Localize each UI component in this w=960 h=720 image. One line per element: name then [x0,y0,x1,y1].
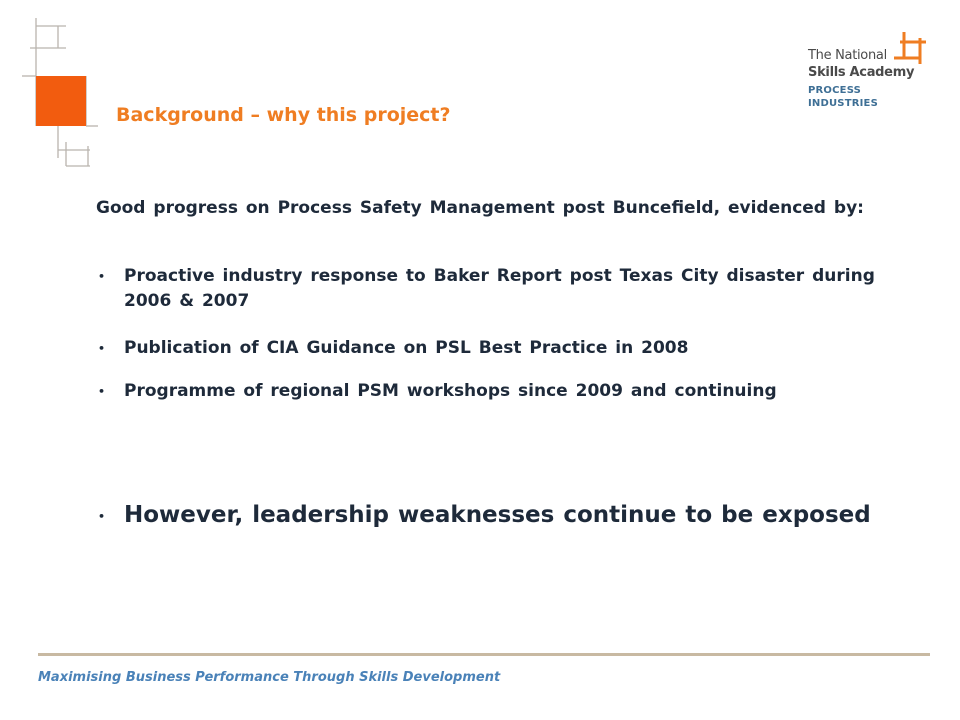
bullet-text: Publication of CIA Guidance on PSL Best Practice in 2008 [124,338,689,358]
bullet-glyph: • [98,385,106,398]
bullet-text: Proactive industry response to Baker Report post Texas City disaster during 2006 & 2007 [124,266,875,311]
highlight-text: However, leadership weaknesses continue to be exposed [124,502,871,528]
slide-title: Background – why this project? [116,104,451,126]
bullet-list [96,264,876,404]
footer-divider [38,653,930,656]
list-item [96,379,876,404]
bullet-text: Programme of regional PSM workshops since 2009 and continuing [124,381,777,401]
logo-subtitle-line1: PROCESS [808,85,862,96]
highlight-bullet [96,499,944,531]
bullet-glyph: • [98,270,106,283]
footer-tagline: Maximising Business Performance Through Skills Development [38,670,501,685]
logo-frame-icon [890,28,930,68]
logo-subtitle-line2: INDUSTRIES [808,98,878,109]
intro-paragraph: Good progress on Process Safety Management post Buncefield, evidenced by: [96,198,864,218]
bullet-glyph: • [98,510,106,523]
logo-text-line1: The National [808,48,887,63]
logo-text-line2: Skills Academy [808,65,915,80]
list-item [96,264,876,314]
corner-decoration [0,0,110,180]
brand-logo [804,28,934,110]
bullet-glyph: • [98,342,106,355]
list-item [96,336,876,361]
